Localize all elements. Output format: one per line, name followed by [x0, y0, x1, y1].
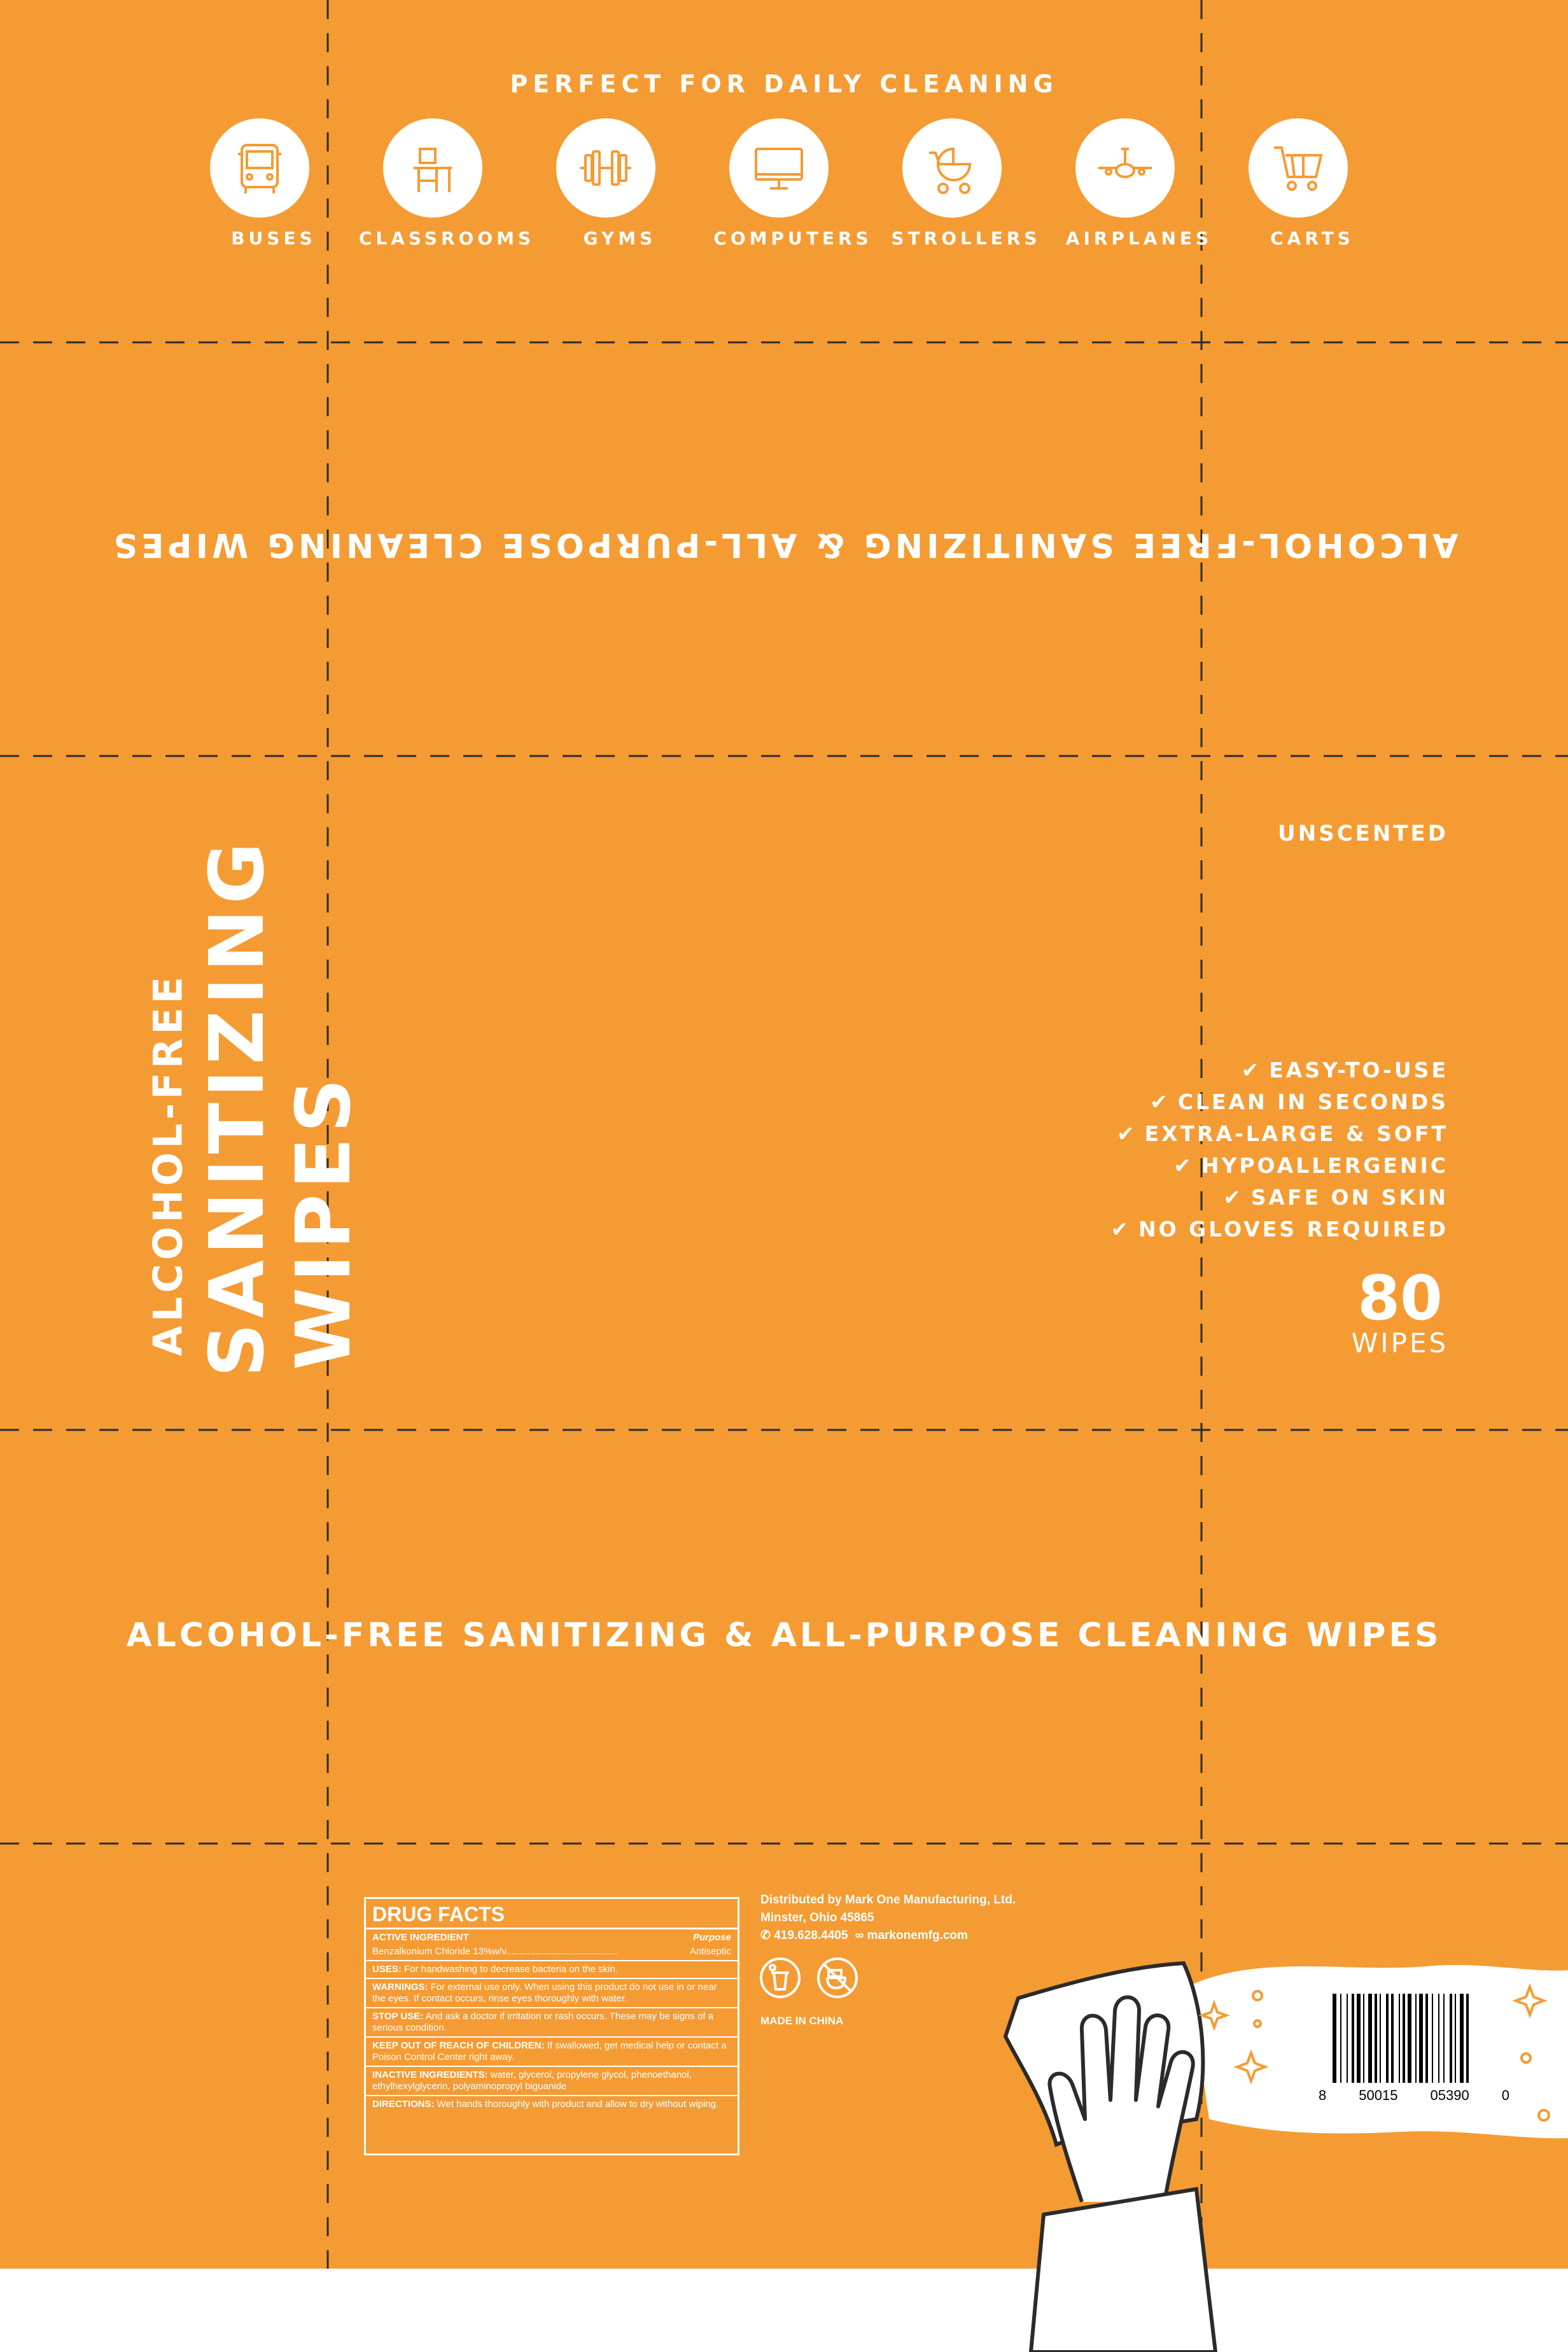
stop-use-label: STOP USE:	[372, 2011, 424, 2022]
feature-label: HYPOALLERGENIC	[1201, 1153, 1448, 1178]
side-title-small: ALCOHOL-FREE	[144, 972, 192, 1357]
distributor-line: Distributed by Mark One Manufacturing, Ltd.	[760, 1893, 1016, 1907]
barcode-digits	[1319, 2087, 1509, 2104]
drug-facts-title: DRUG FACTS	[372, 1903, 505, 1926]
website: markonemfg.com	[867, 1929, 968, 1942]
phone-number: 419.628.4405	[774, 1929, 848, 1942]
feature-label: EXTRA-LARGE & SOFT	[1144, 1121, 1448, 1146]
check-icon: ✔	[1110, 1217, 1131, 1242]
purpose-heading: Purpose	[692, 1932, 731, 1943]
wipe-count-unit: WIPES	[1351, 1327, 1449, 1359]
uses-text: For handwashing to decrease bacteria on the skin.	[404, 1964, 619, 1975]
made-in-label: MADE IN CHINA	[760, 2015, 844, 2027]
feature-label: EASY-TO-USE	[1269, 1058, 1448, 1082]
usage-label: COMPUTERS	[713, 228, 872, 249]
feature-label: CLEAN IN SECONDS	[1177, 1089, 1448, 1114]
inactive-text: water, glycerol, propylene glycol, phenoethanol, ethylhexylglycerin, polyaminopropyl biguanide	[372, 2069, 692, 2092]
barcode-digit: 0	[1501, 2087, 1509, 2103]
usage-label: CLASSROOMS	[358, 228, 535, 249]
check-icon: ✔	[1116, 1121, 1137, 1146]
barcode-digit: 50015	[1359, 2087, 1398, 2103]
daily-cleaning-heading: PERFECT FOR DAILY CLEANING	[510, 70, 1058, 98]
active-ingredient-purpose: Antiseptic	[689, 1946, 731, 1957]
uses-label: USES:	[372, 1964, 402, 1975]
usage-label: STROLLERS	[891, 228, 1041, 249]
directions-label: DIRECTIONS:	[372, 2099, 435, 2110]
feature-label: SAFE ON SKIN	[1250, 1185, 1448, 1210]
active-ingredient-value: Benzalkonium Chloride 13%w/v..........................................	[372, 1946, 617, 1957]
warnings-text: For external use only. When using this product do not use in or near the eyes. If contact occurs, rinse eyes thoroughly with water.	[372, 1982, 717, 2004]
sleeve-icon	[1031, 2189, 1215, 2352]
check-icon: ✔	[1173, 1153, 1194, 1178]
link-icon: ∞	[855, 1929, 864, 1942]
keep-out-text: If swallowed, get medical help or contact a Poison Control Center right away.	[372, 2040, 727, 2062]
barcode-digit: 05390	[1430, 2087, 1469, 2103]
scent-label: UNSCENTED	[1278, 821, 1448, 846]
usage-label: BUSES	[231, 228, 316, 249]
usage-label: CARTS	[1270, 228, 1354, 249]
directions-text: Wet hands thoroughly with product and allow to dry without wiping.	[437, 2099, 719, 2110]
check-icon: ✔	[1150, 1089, 1170, 1114]
keep-out-label: KEEP OUT OF REACH OF CHILDREN:	[372, 2040, 545, 2051]
wipe-count-number: 80	[1357, 1263, 1443, 1334]
stop-use-text: And ask a doctor if irritation or rash occurs. These may be signs of a serious condition.	[372, 2011, 714, 2033]
active-ingredient-heading: ACTIVE INGREDIENT	[372, 1932, 469, 1943]
phone-icon: ✆	[760, 1929, 771, 1942]
usage-label: GYMS	[583, 228, 657, 249]
usage-label: AIRPLANES	[1065, 228, 1213, 249]
check-icon: ✔	[1241, 1058, 1262, 1082]
inactive-label: INACTIVE INGREDIENTS:	[372, 2069, 488, 2080]
distributor-city: Minster, Ohio 45865	[760, 1911, 874, 1924]
check-icon: ✔	[1223, 1185, 1243, 1210]
warnings-label: WARNINGS:	[372, 1982, 428, 1992]
tagline: ALCOHOL-FREE SANITIZING & ALL-PURPOSE CLEANING WIPES	[126, 1616, 1442, 1655]
upside-down-tagline: ALCOHOL-FREE SANITIZING & ALL-PURPOSE CLEANING WIPES	[109, 526, 1459, 564]
side-title-wipes: WIPES	[279, 1073, 367, 1371]
side-title-sanitizing: SANITIZING	[193, 837, 281, 1378]
feature-label: NO GLOVES REQUIRED	[1138, 1217, 1448, 1242]
barcode	[1324, 1989, 1502, 2103]
barcode-digit: 8	[1319, 2087, 1327, 2103]
